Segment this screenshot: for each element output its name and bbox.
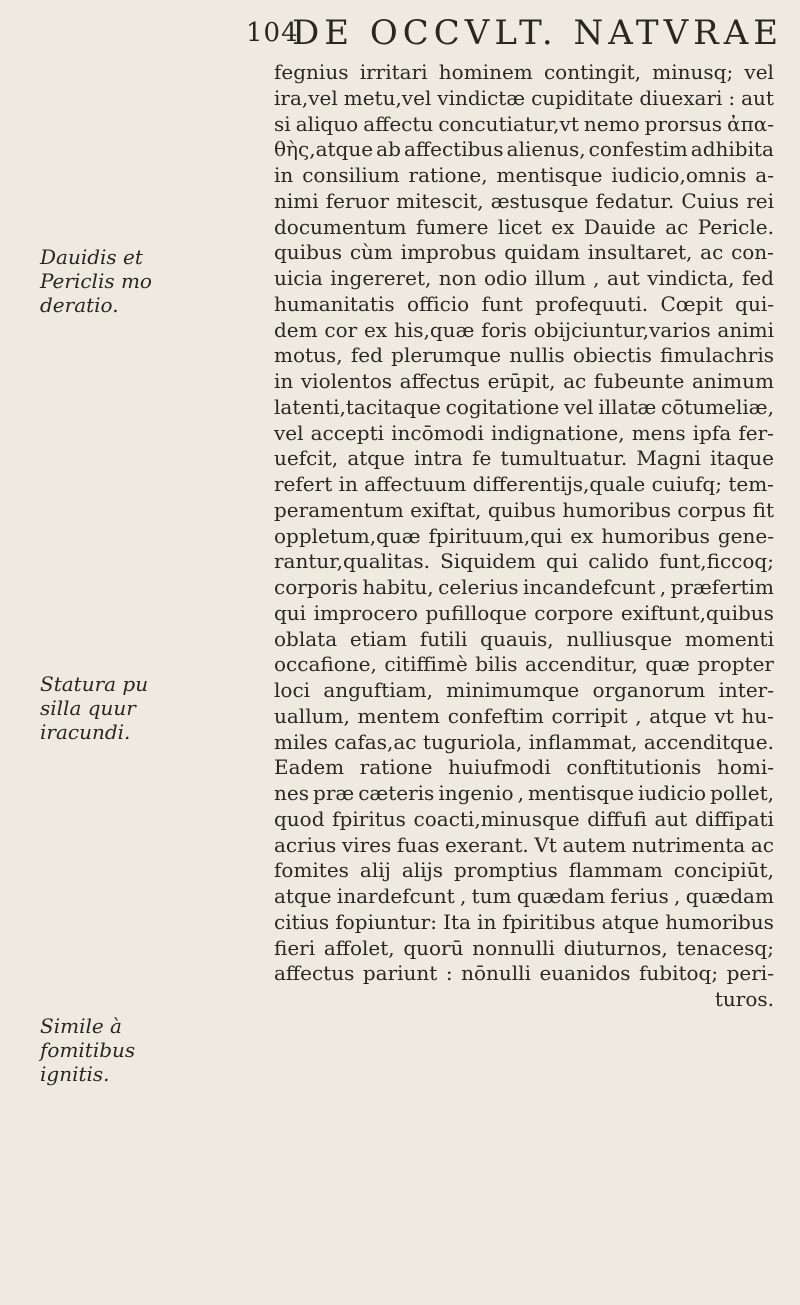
text-word: refert	[274, 472, 333, 496]
text-word: quædam	[516, 884, 606, 908]
text-word: illatæ	[598, 394, 657, 419]
text-word: plerumque	[391, 343, 502, 368]
text-word: humoribus	[562, 497, 671, 522]
text-word: fopiuntur:	[335, 909, 437, 934]
text-word: vel	[274, 420, 304, 445]
text-word: fomites	[274, 858, 349, 883]
text-word: nutrimenta	[631, 832, 746, 857]
text-line	[274, 292, 774, 318]
text-word: nonnulli	[472, 935, 555, 960]
text-word: corporis	[274, 575, 358, 599]
text-word: turos.	[714, 987, 774, 1011]
text-word: cor	[324, 317, 358, 342]
text-word: aut	[654, 806, 688, 831]
text-word: affolet,	[323, 935, 395, 960]
text-word: fe	[472, 446, 492, 471]
text-word: affectibus	[403, 137, 504, 162]
margin-note-line: fomitibus	[40, 1038, 136, 1062]
text-word: coacti,minusque	[413, 806, 580, 831]
text-word: ex	[364, 317, 388, 342]
text-word: tuguriola,	[422, 729, 523, 754]
text-word: fubitoq;	[639, 961, 719, 986]
text-word: nulliusque	[566, 626, 673, 651]
text-line	[274, 369, 774, 395]
text-word: quod	[274, 806, 325, 831]
text-word: vires	[341, 832, 392, 857]
text-word: nullis	[509, 343, 565, 368]
text-word: Cœpit	[660, 291, 723, 316]
text-word: ab	[376, 137, 401, 162]
text-word: loci	[274, 678, 311, 702]
text-word: quauis,	[480, 626, 554, 651]
text-word: peramentum	[274, 497, 404, 522]
text-word: corpore	[534, 600, 614, 625]
text-word: rei	[746, 188, 774, 213]
text-word: obijciuntur,varios	[533, 317, 711, 342]
text-word: fuas	[396, 832, 440, 857]
text-word: tem-	[728, 472, 774, 496]
text-word: confeftim	[447, 703, 544, 728]
text-word: fubeunte	[593, 369, 685, 393]
text-word: erūpit,	[487, 369, 556, 393]
text-word: tenacesq;	[676, 935, 774, 960]
text-word: cùm	[349, 240, 393, 265]
text-word: promptius	[453, 858, 558, 883]
text-word: exerant.	[445, 832, 529, 857]
text-word: intra	[414, 446, 463, 471]
text-word: uallum,	[274, 703, 350, 728]
text-word: conftitutionis	[566, 755, 702, 780]
text-line	[274, 781, 774, 807]
text-word: quidam	[504, 240, 580, 265]
text-line	[274, 446, 774, 472]
text-word: anguftiam,	[323, 678, 433, 702]
text-word: fedatur.	[595, 188, 675, 213]
text-word: indignatione,	[490, 420, 625, 445]
text-word: affectus	[274, 961, 355, 986]
text-line	[274, 833, 774, 859]
text-word: ,	[517, 781, 524, 805]
text-word: in	[477, 909, 497, 934]
text-line	[274, 215, 774, 241]
text-word: fpiritibus	[502, 909, 596, 934]
text-word: ingenio	[438, 781, 514, 805]
text-word: flammam	[568, 858, 663, 883]
text-word: atque	[274, 884, 332, 908]
text-word: obiectis	[572, 343, 652, 368]
text-word: nemo	[583, 111, 640, 136]
text-word: fer-	[738, 420, 774, 445]
text-word: Cuius	[681, 188, 740, 213]
text-word: organorum	[592, 678, 706, 702]
text-line	[274, 189, 774, 215]
text-word: in	[274, 163, 294, 187]
margin-note-line: Dauidis et	[40, 245, 143, 269]
text-word: tum	[471, 884, 512, 908]
text-word: præfertim	[670, 575, 774, 599]
text-word: uicia	[274, 266, 323, 290]
text-word: cupiditate	[531, 85, 634, 110]
text-word: hominem	[438, 60, 533, 84]
text-word: concipiūt,	[673, 858, 774, 883]
text-word: odio	[484, 266, 528, 290]
text-word: vel	[564, 394, 594, 419]
text-word: ex	[551, 214, 575, 239]
text-word: non	[438, 266, 477, 290]
text-word: confestim	[588, 137, 688, 162]
text-word: acrius	[274, 832, 337, 857]
text-word: nimi	[274, 188, 319, 213]
text-word: ac	[700, 240, 724, 265]
margin-note-line: deratio.	[40, 293, 119, 317]
text-word: ac	[750, 832, 774, 857]
text-line	[274, 884, 774, 910]
text-word: improcero	[313, 600, 418, 625]
text-word: diuexari	[639, 85, 723, 110]
text-word: Magni	[636, 446, 701, 471]
text-word: iudicio	[637, 781, 707, 805]
text-word: ira,vel	[274, 85, 338, 110]
text-word: ,	[674, 884, 681, 908]
text-word: itaque	[710, 446, 774, 471]
text-word: inardefcunt	[336, 884, 455, 908]
text-line	[274, 987, 774, 1013]
text-word: aliquo	[295, 111, 359, 136]
text-word: oblata	[274, 626, 338, 651]
text-word: ingereret,	[330, 266, 432, 290]
text-word: a-	[755, 163, 774, 187]
text-word: citiffimè	[384, 652, 468, 677]
text-word: rantur,qualitas.	[274, 549, 430, 574]
text-word: huiufmodi	[448, 755, 551, 780]
text-word: accepti	[310, 420, 385, 445]
text-word: affectus	[399, 369, 481, 393]
text-word: hu-	[741, 703, 774, 728]
text-word: ex	[570, 523, 594, 548]
text-word: propter	[697, 652, 774, 677]
text-line	[274, 601, 774, 627]
text-word: mentisque	[496, 163, 603, 187]
margin-note-line: iracundi.	[40, 720, 131, 744]
text-word: cæteris	[358, 781, 435, 805]
text-word: atque	[649, 703, 707, 728]
text-word: alij	[359, 858, 391, 883]
text-word: inflammat,	[528, 729, 638, 754]
text-line	[274, 472, 774, 498]
text-word: illum	[534, 266, 586, 290]
text-line	[274, 343, 774, 369]
text-line	[274, 678, 774, 704]
text-line	[274, 86, 774, 112]
body-text	[274, 60, 774, 1013]
text-word: qui-	[735, 291, 774, 316]
text-word: latenti,tacitaque	[274, 394, 441, 419]
text-word: officio	[406, 291, 470, 316]
text-word: ferius	[610, 884, 669, 908]
text-line	[274, 807, 774, 833]
text-word: mens	[631, 420, 686, 445]
margin-note-line: silla quur	[40, 696, 136, 720]
text-word: accenditque.	[643, 729, 774, 754]
text-word: corripit	[551, 703, 628, 728]
text-line	[274, 266, 774, 292]
text-word: pufilloque	[425, 600, 527, 625]
margin-note-line: Statura pu	[40, 672, 149, 696]
running-title: DE OCCVLT. NATVRAE	[292, 13, 784, 53]
text-word: occafione,	[274, 652, 377, 677]
text-word: quorū	[403, 935, 464, 960]
text-word: fed	[350, 343, 383, 368]
text-word: fimulachris	[660, 343, 774, 368]
text-line	[274, 652, 774, 678]
text-line	[274, 498, 774, 524]
text-word: differentijs,quale	[472, 472, 646, 496]
text-word: insultaret,	[587, 240, 693, 265]
text-word: documentum	[274, 214, 407, 239]
text-word: θὴς,atque	[274, 137, 374, 162]
text-word: oppletum,quæ	[274, 523, 421, 548]
text-word: fpiritus	[332, 806, 406, 831]
text-word: Siquidem	[440, 549, 536, 574]
text-word: autem	[562, 832, 627, 857]
margin-note-statura	[40, 672, 260, 744]
text-word: ac	[563, 369, 587, 393]
text-word: qui	[274, 600, 307, 625]
text-word: Eadem	[274, 755, 345, 780]
text-word: vindicta,	[647, 266, 735, 290]
text-word: iudicio,omnis	[611, 163, 747, 187]
text-word: Pericle.	[697, 214, 774, 239]
text-word: mentem	[357, 703, 441, 728]
text-word: etiam	[349, 626, 408, 651]
text-line	[274, 910, 774, 936]
text-word: minimumque	[446, 678, 580, 702]
text-line	[274, 163, 774, 189]
text-word: fpirituum,qui	[428, 523, 563, 548]
text-word: calido	[588, 549, 649, 574]
text-word: diuturnos,	[563, 935, 668, 960]
margin-note-david-pericles	[40, 245, 260, 317]
text-word: affectuum	[364, 472, 467, 496]
margin-note-line: Periclis mo	[40, 269, 152, 293]
text-word: miles	[274, 729, 328, 754]
text-word: :	[445, 961, 453, 986]
text-line	[274, 755, 774, 781]
text-word: profequuti.	[535, 291, 649, 316]
text-word: funt,ficcoq;	[659, 549, 774, 574]
text-word: æstusque	[490, 188, 589, 213]
text-word: qui	[546, 549, 579, 574]
text-line	[274, 60, 774, 86]
text-word: metu,vel	[343, 85, 432, 110]
text-word: ,	[659, 575, 667, 599]
text-word: citius	[274, 909, 330, 934]
running-head	[0, 10, 800, 58]
text-word: humoribus	[601, 523, 710, 548]
text-word: affectu	[363, 111, 434, 136]
text-word: mitescit,	[396, 188, 484, 213]
text-word: momenti	[684, 626, 774, 651]
text-line	[274, 858, 774, 884]
text-line	[274, 936, 774, 962]
text-word: nōnulli	[461, 961, 531, 986]
text-word: peri-	[726, 961, 774, 986]
text-word: con-	[731, 240, 774, 265]
text-word: aut	[741, 85, 774, 110]
text-word: ,	[593, 266, 600, 290]
text-word: accenditur,	[524, 652, 638, 677]
text-word: aut	[606, 266, 640, 290]
text-word: bilis	[475, 652, 518, 677]
text-word: Dauide	[583, 214, 656, 239]
margin-note-line: ignitis.	[40, 1062, 110, 1086]
text-word: nes	[274, 781, 309, 805]
text-line	[274, 524, 774, 550]
text-word: in	[338, 472, 358, 496]
text-word: pariunt	[362, 961, 438, 986]
text-word: Vt	[534, 832, 557, 857]
text-word: tumultuatur.	[500, 446, 628, 471]
text-word: ratione	[359, 755, 433, 780]
text-word: gene-	[717, 523, 774, 548]
text-word: diffufi	[587, 806, 647, 831]
text-word: pollet,	[710, 781, 774, 805]
text-word: improbus	[400, 240, 497, 265]
text-word: minusq;	[652, 60, 734, 84]
text-word: feruor	[325, 188, 390, 213]
text-word: concutiatur,vt	[438, 111, 579, 136]
text-word: ἀπα-	[727, 111, 774, 136]
text-word: cōtumeliæ,	[661, 394, 774, 419]
page-number: 104	[246, 18, 299, 48]
text-word: cafas,ac	[334, 729, 417, 754]
text-word: :	[728, 85, 736, 110]
text-word: fed	[741, 266, 774, 290]
text-word: humoribus	[665, 909, 774, 934]
text-word: fit	[752, 497, 774, 522]
text-word: motus,	[274, 343, 343, 368]
text-word: humanitatis	[274, 291, 395, 316]
text-line	[274, 240, 774, 266]
text-word: euanidos	[539, 961, 631, 986]
text-word: inter-	[718, 678, 774, 702]
text-word: vt	[714, 703, 734, 728]
text-word: ipfa	[692, 420, 732, 445]
text-word: contingit,	[543, 60, 642, 84]
text-word: incandefcunt	[522, 575, 656, 599]
text-word: si	[274, 111, 291, 136]
text-word: his,quæ	[393, 317, 475, 342]
text-line	[274, 318, 774, 344]
text-word: in	[274, 369, 294, 393]
text-word: irritari	[359, 60, 428, 84]
text-word: foris	[481, 317, 527, 342]
text-line	[274, 421, 774, 447]
text-word: quibus	[274, 240, 343, 265]
text-word: diffipati	[694, 806, 774, 831]
text-word: atque	[347, 446, 405, 471]
text-line	[274, 627, 774, 653]
text-line	[274, 137, 774, 163]
text-line	[274, 112, 774, 138]
margin-note-fomitibus	[40, 1014, 260, 1086]
text-line	[274, 575, 774, 601]
text-word: præ	[313, 781, 355, 805]
text-word: violentos	[300, 369, 393, 393]
text-word: fieri	[274, 935, 316, 960]
text-word: uefcit,	[274, 446, 339, 471]
text-word: incōmodi	[391, 420, 484, 445]
text-word: futili	[419, 626, 468, 651]
text-word: exiftat,	[410, 497, 482, 522]
text-word: ac	[665, 214, 689, 239]
text-word: habitu,	[362, 575, 434, 599]
text-word: quæ	[645, 652, 690, 677]
text-word: homi-	[716, 755, 774, 780]
text-word: Ita	[443, 909, 471, 934]
text-word: fumere	[415, 214, 489, 239]
text-line	[274, 704, 774, 730]
text-word: cuiufq;	[651, 472, 722, 496]
text-word: adhibita	[690, 137, 774, 162]
text-word: cogitatione	[445, 394, 560, 419]
text-word: alienus,	[506, 137, 586, 162]
text-word: quædam	[685, 884, 774, 908]
text-word: alijs	[401, 858, 443, 883]
text-word: vindictæ	[437, 85, 526, 110]
text-word: ,	[459, 884, 467, 908]
text-word: quibus	[487, 497, 556, 522]
text-word: fegnius	[274, 60, 349, 84]
text-word: ratione,	[408, 163, 488, 187]
text-word: atque	[601, 909, 660, 934]
text-word: animi	[717, 317, 774, 342]
text-word: celerius	[438, 575, 519, 599]
margin-note-line: Simile à	[40, 1014, 122, 1038]
text-line	[274, 961, 774, 987]
text-word: prorsus	[644, 111, 723, 136]
text-word: mentisque	[528, 781, 634, 805]
text-line	[274, 395, 774, 421]
text-word: exiftunt,quibus	[620, 600, 774, 625]
text-word: dem	[274, 317, 318, 342]
text-line	[274, 549, 774, 575]
text-word: ,	[635, 703, 642, 728]
text-word: corpus	[677, 497, 747, 522]
text-word: licet	[497, 214, 542, 239]
text-word: consilium	[302, 163, 400, 187]
text-word: vel	[744, 60, 774, 84]
text-line	[274, 730, 774, 756]
text-word: funt	[481, 291, 523, 316]
text-word: animum	[691, 369, 774, 393]
